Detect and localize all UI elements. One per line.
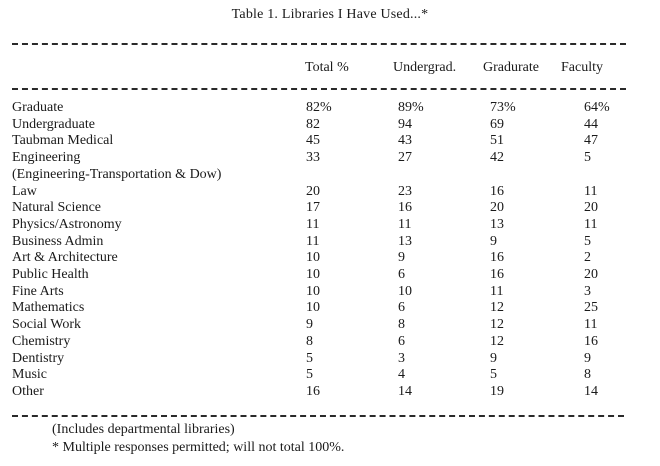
cell-faculty: 2: [584, 250, 591, 266]
cell-library: Music: [12, 367, 47, 383]
cell-library: Public Health: [12, 267, 89, 283]
table-title: Table 1. Libraries I Have Used...*: [231, 7, 429, 22]
cell-graduate: 73%: [490, 100, 516, 115]
cell-faculty: 20: [584, 200, 598, 216]
cell-faculty: 11: [584, 317, 598, 333]
table-row: [12, 184, 644, 201]
table-row: [12, 250, 644, 267]
cell-undergrad: 13: [398, 233, 412, 249]
cell-library: Art & Architecture: [12, 250, 118, 266]
cell-library: Chemistry: [12, 333, 71, 349]
cell-undergrad: 27: [398, 150, 412, 166]
cell-graduate: 11: [490, 283, 504, 299]
cell-undergrad: 14: [398, 383, 412, 399]
cell-total: 10: [306, 300, 320, 316]
cell-total: 82%: [306, 100, 332, 115]
cell-undergrad: 16: [398, 200, 412, 216]
cell-faculty: 11: [584, 183, 598, 199]
cell-undergrad: 23: [398, 183, 412, 199]
cell-total: 10: [306, 250, 320, 266]
cell-total: 5: [306, 367, 313, 383]
cell-graduate: 19: [490, 383, 504, 399]
cell-library: Engineering: [12, 150, 81, 166]
cell-graduate: 9: [490, 233, 497, 249]
cell-faculty: [580, 167, 644, 184]
table-row: [12, 217, 644, 234]
cell-library: Natural Science: [12, 200, 102, 216]
cell-undergrad: 10: [398, 283, 412, 299]
table-row: [12, 234, 644, 251]
cell-faculty: 3: [584, 283, 591, 299]
cell-library: Taubman Medical: [12, 133, 114, 149]
cell-undergrad: 6: [398, 300, 405, 316]
cell-faculty: 14: [584, 383, 598, 399]
cell-library: (Engineering-Transportation & Dow): [12, 166, 222, 182]
cell-undergrad: 94: [398, 116, 412, 132]
cell-library: Business Admin: [12, 233, 104, 249]
header-total: Total %: [305, 60, 349, 75]
cell-total: 45: [306, 133, 320, 149]
cell-graduate: 69: [490, 116, 504, 132]
table-row: [12, 267, 644, 284]
footnotes: [52, 421, 344, 457]
cell-library: Fine Arts: [12, 283, 64, 299]
cell-total: 8: [306, 333, 313, 349]
cell-total: 82: [306, 116, 320, 132]
table-row: [12, 150, 644, 167]
cell-faculty: 47: [584, 133, 598, 149]
cell-library: Graduate: [12, 100, 64, 115]
cell-graduate: [486, 167, 580, 184]
cell-library: Law: [12, 183, 37, 199]
cell-faculty: 8: [584, 367, 591, 383]
cell-graduate: 9: [490, 350, 497, 366]
cell-total: 17: [306, 200, 320, 216]
cell-total: 11: [306, 233, 320, 249]
cell-faculty: 11: [584, 216, 598, 232]
table-row: [12, 300, 644, 317]
libraries-table: [12, 100, 644, 401]
cell-undergrad: 43: [398, 133, 412, 149]
cell-graduate: 20: [490, 200, 504, 216]
cell-total: 10: [306, 267, 320, 283]
cell-total: 9: [306, 317, 313, 333]
table-row: [12, 117, 644, 134]
cell-undergrad: 6: [398, 333, 405, 349]
cell-undergrad: 8: [398, 317, 405, 333]
cell-faculty: 64%: [584, 100, 610, 115]
cell-undergrad: [394, 167, 486, 184]
cell-faculty: 9: [584, 350, 591, 366]
cell-total: 20: [306, 183, 320, 199]
table-row: [12, 334, 644, 351]
cell-library: Other: [12, 383, 44, 399]
cell-graduate: 5: [490, 367, 497, 383]
table-row: [12, 167, 644, 184]
cell-faculty: 44: [584, 116, 598, 132]
table-row: [12, 367, 644, 384]
cell-faculty: 16: [584, 333, 598, 349]
table-row: [12, 284, 644, 301]
header-dashed-rule: [12, 88, 626, 90]
cell-faculty: 5: [584, 233, 591, 249]
cell-total: 11: [306, 216, 320, 232]
cell-undergrad: 9: [398, 250, 405, 266]
cell-undergrad: 89%: [398, 100, 424, 115]
table-row: [12, 100, 644, 117]
bottom-dashed-rule: [12, 415, 624, 417]
cell-graduate: 42: [490, 150, 504, 166]
cell-undergrad: 4: [398, 367, 405, 383]
cell-library: Social Work: [12, 317, 81, 333]
cell-graduate: 16: [490, 267, 504, 283]
cell-graduate: 51: [490, 133, 504, 149]
cell-faculty: 5: [584, 150, 591, 166]
cell-graduate: 12: [490, 300, 504, 316]
cell-library: Physics/Astronomy: [12, 216, 122, 232]
table-row: [12, 317, 644, 334]
header-undergrad: Undergrad.: [393, 60, 457, 75]
table-row: [12, 200, 644, 217]
cell-total: 33: [306, 150, 320, 166]
footnote-multiple-responses: * Multiple responses permitted; will not total 100%.: [52, 440, 345, 455]
header-faculty: Faculty: [561, 60, 603, 75]
cell-faculty: 20: [584, 267, 598, 283]
cell-total: [302, 167, 394, 184]
cell-total: 16: [306, 383, 320, 399]
cell-graduate: 16: [490, 250, 504, 266]
cell-graduate: 13: [490, 216, 504, 232]
table-row: [12, 133, 644, 150]
header-graduate: Gradurate: [483, 60, 539, 75]
cell-graduate: 16: [490, 183, 504, 199]
cell-undergrad: 11: [398, 216, 412, 232]
cell-faculty: 25: [584, 300, 598, 316]
cell-library: Dentistry: [12, 350, 65, 366]
column-headers: [0, 60, 660, 80]
top-dashed-rule: [12, 43, 626, 45]
cell-library: Undergraduate: [12, 116, 95, 132]
cell-graduate: 12: [490, 317, 504, 333]
cell-total: 5: [306, 350, 313, 366]
cell-undergrad: 6: [398, 267, 405, 283]
footnote-departmental: (Includes departmental libraries): [52, 422, 235, 437]
table-row: [12, 384, 644, 401]
cell-library: Mathematics: [12, 300, 85, 316]
cell-undergrad: 3: [398, 350, 405, 366]
cell-total: 10: [306, 283, 320, 299]
cell-graduate: 12: [490, 333, 504, 349]
table-row: [12, 351, 644, 368]
